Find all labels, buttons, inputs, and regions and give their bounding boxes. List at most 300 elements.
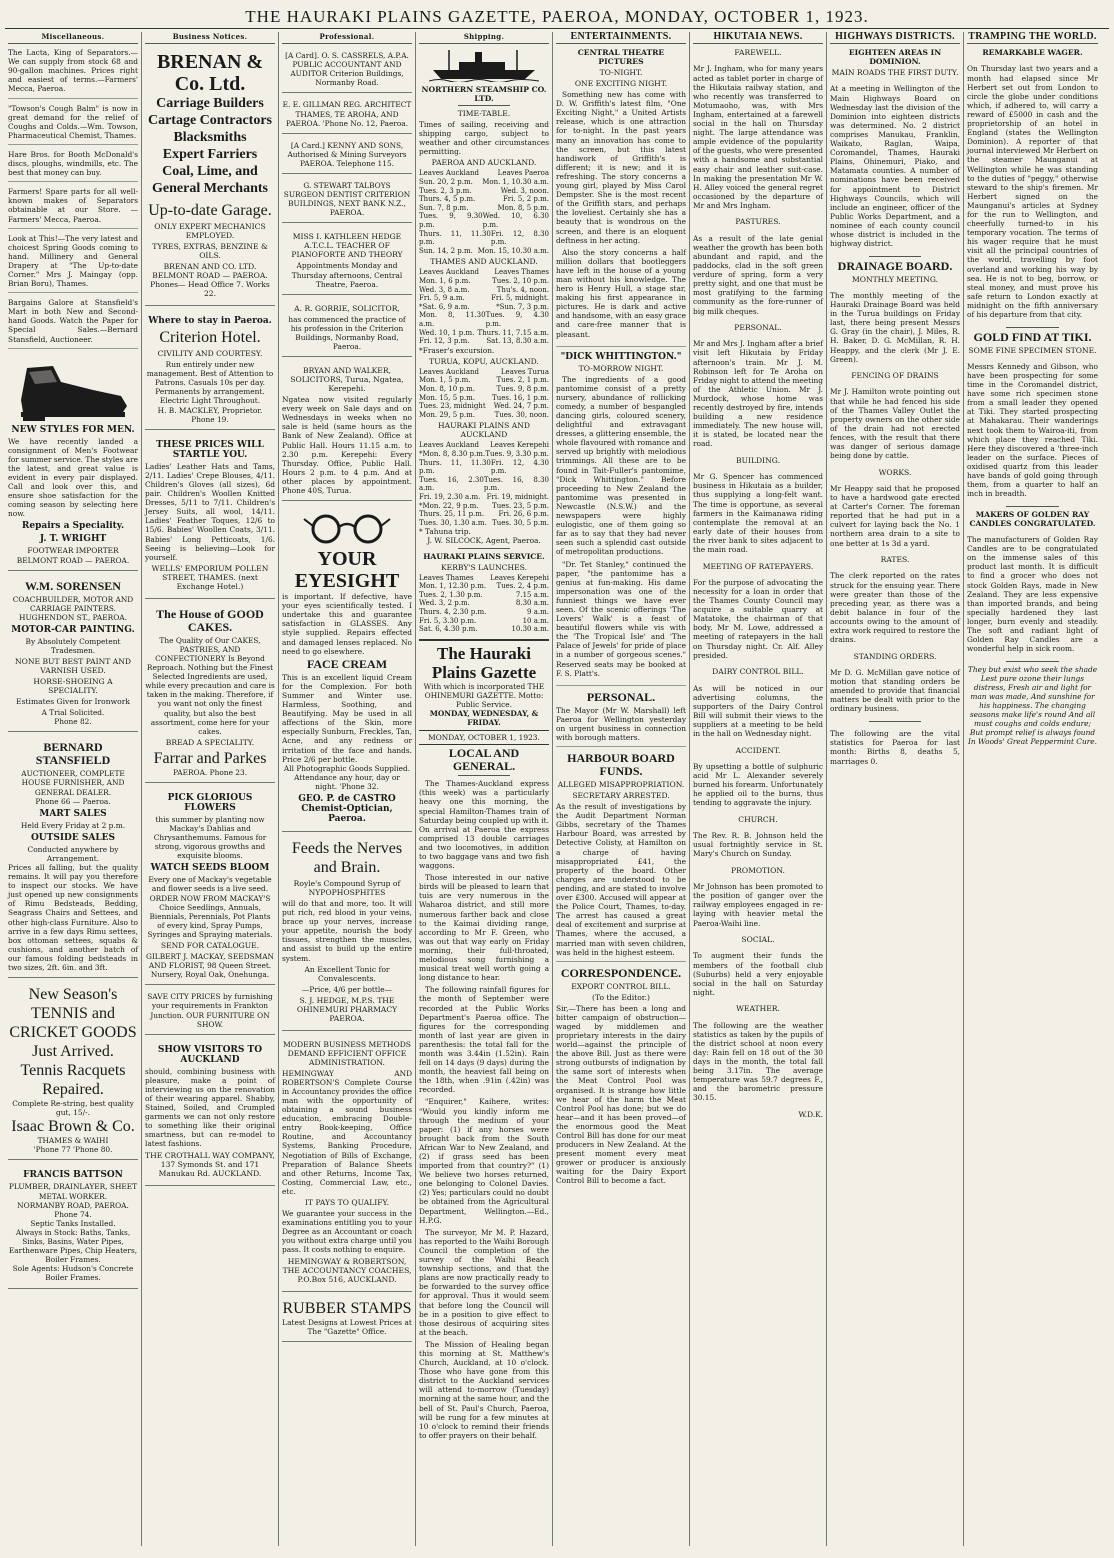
tomorrow: TO-MORROW NIGHT. xyxy=(578,363,664,373)
tennis-heading: New Season's TENNIS and CRICKET GOODS Just Arrived. xyxy=(9,986,137,1061)
brenan-line: Carriage Builders xyxy=(156,96,264,112)
timetable-row xyxy=(419,510,549,519)
timetable-header xyxy=(419,268,549,277)
route4-note: * Tahuna trip. xyxy=(419,527,471,537)
local-news xyxy=(419,779,549,1447)
brenan-line: Coal, Lime, and xyxy=(162,164,258,180)
timetable-row xyxy=(419,450,549,459)
subhead: CHURCH. xyxy=(738,814,778,824)
ad-wells xyxy=(145,434,275,599)
steamship-illustration xyxy=(429,48,539,82)
timetable-cell: Fri. 5, 3.30 p.m. xyxy=(419,616,477,625)
tonic: An Excellent Tonic for Convalescents. xyxy=(304,964,390,983)
timetable-cell: Sun. 20, 2 p.m. xyxy=(419,178,473,187)
ad-gillman: E. E. GILLMAN REG. ARCHITECT THAMES, TE AROHA, AND PAEROA. 'Phone No. 12, Paeroa. xyxy=(282,97,412,133)
bryan-name: BRYAN AND WALKER, SOLICITORS, Turua, Ngatea, Kerepehi. xyxy=(290,366,404,394)
timetable-row xyxy=(419,303,549,312)
timetable-cell: Fri. 19, midnight. xyxy=(486,492,549,501)
column-header: ENTERTAINMENTS. xyxy=(556,32,686,44)
wright-sub: FOOTWEAR IMPORTER xyxy=(27,546,119,556)
timetable-cell: Wed. 10, 1 p.m. xyxy=(419,328,475,337)
stock: Always in Stock: Baths, Tanks, Sinks, Basins, Water Pipes, Earthenware Pipes, Chip Heaters, Boiler Frames. xyxy=(8,1227,138,1265)
route4: HAURAKI PLAINS AND AUCKLAND xyxy=(438,421,530,440)
gazette-days: MONDAY, WEDNESDAY, & FRIDAY. xyxy=(429,708,539,728)
timetable-cell: 7.15 a.m. xyxy=(515,590,549,599)
timetable-paeroa xyxy=(419,169,549,255)
column-header: Miscellaneous. xyxy=(8,32,138,44)
paragraph: The Rev. R. B. Johnson held the usual fortnightly service in St. Mary's Church on Sunday. xyxy=(693,831,823,859)
timetable-cell: 10.30 a.m. xyxy=(511,625,549,634)
paragraph: The monthly meeting of the Hauraki Drainage Board was held in the Turua buildings on Friday last, there being present Messrs G. Gray (in the chair), J. Miles, R. H. Baker, D. G. McMillan, R. H. Heappy, and the clerk (Mr J. E. Green). xyxy=(830,290,960,364)
timetable-cell: Tues. 23, midnight xyxy=(419,402,486,411)
bread: BREAD A SPECIALITY. xyxy=(165,737,255,747)
timetable-row xyxy=(419,329,549,338)
brenan-footer: BRENAN AND CO. LTD. BELMONT ROAD — PAEROA. Phones— Head Office 7. Works 22. xyxy=(150,262,270,299)
rubber-sub: Latest Designs at Lowest Prices at The "Gazette" Office. xyxy=(282,1317,412,1336)
timetable-row xyxy=(419,230,549,247)
isaac-brown: Isaac Brown & Co. xyxy=(11,1118,135,1136)
timetable-row xyxy=(419,476,549,493)
timetable-cell: Tues. 30, noon. xyxy=(494,410,549,419)
motorcar-sub: By Absolutely Competent Tradesmen. xyxy=(25,636,121,656)
timetable-cell: Tues. 16, 8.30 p.m. xyxy=(483,475,549,493)
ironwork: Estimates Given for Ironwork xyxy=(16,697,130,707)
timetable-cell: *Mon. 8, 8.30 p.m. xyxy=(419,450,486,458)
central: CENTRAL THEATRE PICTURES xyxy=(577,48,665,67)
column-header: TRAMPING THE WORLD. xyxy=(967,32,1098,44)
timetable-cell: Fri. 19, 2.30 a.m. xyxy=(419,492,481,501)
timetable-cell: Fri. 12, 4.30 p.m. xyxy=(490,458,549,476)
northern: NORTHERN STEAMSHIP CO. LTD. xyxy=(421,85,547,104)
subhead: DAIRY CONTROL BILL. xyxy=(712,667,804,677)
ad-frankton xyxy=(145,989,275,1034)
wager: REMARKABLE WAGER. xyxy=(982,48,1083,58)
timetable-row xyxy=(419,591,549,600)
timetable-cell: Sat. 6, 4.30 p.m. xyxy=(419,625,478,634)
shoes-text: We have recently landed a consignment of Men's Footwear for summer service. The styles are the latest, and great value is evident in every pair displayed. Call and look over this, and ensure shoe satisfaction for the coming season by selecting here now. xyxy=(8,436,138,519)
secretary: SECRETARY ARRESTED. xyxy=(572,791,670,801)
paragraph: Messrs Kennedy and Gibson, who have been prospecting for some time in the Coromandel district, have some rich specimen stone from a small leader they opened at Tiki. They started prospecting at Mahakarau. Their wanderings next took them to Wairoa-iti, from which place they reached Tiki. Here they discovered a 'three-inch leader on the surface. Pieces of oxidised quartz from this leader have bands of gold going through them, from a quarter to half an inch in breadth. xyxy=(967,361,1098,499)
timetable-row xyxy=(419,402,549,411)
timetable-cell: Tues. 30, 5 p.m. xyxy=(492,518,549,527)
pays-text: We guarantee your success in the examinations entitling you to your Degree as an Accountant or coach you without extra charge until you pass. It costs nothing to enquire. xyxy=(282,1209,412,1255)
editor: (To the Editor.) xyxy=(592,992,650,1002)
gorrie-name: A. R. GORRIE, SOLICITOR, xyxy=(294,303,400,313)
timetable-row xyxy=(419,625,549,634)
article-paragraph: The ingredients of a good pantomime consist of a pretty nursery, abundance of rollicking comedy, a number of bespangled dancing girls, coloured scenery, delightful and extravagant dresses, a glittering ensemble, the whole flavoured with romance and served up brightly with melodious trimmings. All these are to be found in Tait-Fuller's pantomime, "Dick Whittington." Before proceeding to New Zealand the pantomime was presented in Newcastle (N.S.W.) and the newspapers were highly eulogistic, one of them going so far as to say that they had never seen such a splendid cast outside of metropolitan productions. xyxy=(556,374,687,557)
royle: Royle's Compound Syrup of NYPOPHOSPHITES xyxy=(293,878,401,897)
monthly: MONTHLY MEETING. xyxy=(851,274,939,284)
gazette-sub: With which is incorporated THE OHINEMURI GAZETTE. Motto: Public Service. xyxy=(423,681,545,709)
timetable-row xyxy=(419,599,549,608)
subhead: ACCIDENT. xyxy=(735,745,781,755)
farrar-name: Farrar and Parkes xyxy=(153,749,267,767)
ad-crothall xyxy=(145,1039,275,1186)
ad-decastro xyxy=(282,505,412,832)
mackay: GILBERT J. MACKAY, SEEDSMAN AND FLORIST, 98 Queen Street. Nursery, Royal Oak, Onehunga. xyxy=(145,952,274,980)
tiki-sub: SOME FINE SPECIMEN STONE. xyxy=(968,345,1097,355)
paragraph: On Thursday last two years and a month had elapsed since Mr Herbert set out from London to circle the globe under conditions which, if adhered to, will carry a reward of £5000 in cash and the proprietorship of an hotel in England (states the Wellington Dominion). A reporter of that journal interviewed Mr Herbert on the steamer Maunganui at Wellington while he was standing to the duties of "peggy," otherwise steward to the ship's firemen. Mr Herbert signed on the Maunganui's articles at Sydney for the run to Wellington, and cheerfully turned-to in his temporary vocation. The terms of his wager require that he must visit all the principal countries of the world, travelling by foot overland and working his way by sea. He is not to beg, borrow, or steal money, and must prove his safe return to London exactly at midnight on the fifth anniversary of his departure from that city. xyxy=(967,64,1098,320)
timetable-row xyxy=(419,294,549,303)
timetable-row xyxy=(419,204,549,213)
timetable-header-cell: Leaves Thames xyxy=(419,573,474,582)
paragraph: The clerk reported on the rates struck for the ensuing year. There were greater than those of the preceding year, as there was a debit balance in four of the accounts owing to the amount of extra work required to restore the drains. xyxy=(830,571,960,645)
timetable-header xyxy=(419,169,549,178)
restring: Complete Re-string, best quality gut, 15/-. xyxy=(12,1099,134,1118)
timetable-cell: Fri. 5, 9 a.m. xyxy=(419,294,465,303)
timetable-row xyxy=(419,187,549,196)
hedge-name: MISS I. KATHLEEN HEDGE A.T.C.L. TEACHER OF PIANOFORTE AND THEORY xyxy=(291,232,403,260)
vital-statistics: The following are the vital statistics for Paeroa for last month: Births 8, deaths 5, marriages 0. xyxy=(830,729,960,766)
timetable-header-cell: Leaves Thames xyxy=(494,268,549,277)
timetable-cell: Tues. 2, 3 p.m. xyxy=(419,186,472,195)
brenan-line: Cartage Contractors xyxy=(147,113,272,129)
column-professional xyxy=(279,32,416,1546)
route3: TURUA, KOPU, AUCKLAND. xyxy=(429,356,539,366)
isaac-sub: THAMES & WAIHI xyxy=(37,1136,109,1146)
timetable-cell: Fri. 5, 2 p.m. xyxy=(502,195,549,204)
cityprices: SAVE CITY PRICES by furnishing your requirements in Frankton Junction. OUR FURNITURE ON SHOW. xyxy=(147,992,273,1029)
local-paragraph: Those interested in our native birds will be pleased to learn that tuis are very numerous in the Waharoa district, and still more numerous farther back and close to the Kaimai dividing range, according to Mr F. Green, who was out that way early on Friday morning, their full-throated, melodious song furnishing a musical treat well worth going a long distance to hear. xyxy=(419,873,549,983)
timetable-cell: Tues. 2, 10 p.m. xyxy=(492,277,549,285)
timetable-cell: Mon. 1, 6 p.m. xyxy=(419,277,471,285)
column-tramping xyxy=(964,32,1101,1546)
personal-text: The Mayor (Mr W. Marshall) left Paeroa for Wellington yesterday on urgent business in connection with borough matters. xyxy=(556,706,686,747)
ad-gorrie xyxy=(282,299,412,357)
pays: IT PAYS TO QUALIFY. xyxy=(304,1198,390,1208)
timetable-header-cell: Leaves Turua xyxy=(500,367,549,376)
septic: Septic Tanks Installed. xyxy=(30,1218,116,1228)
ad-bryan xyxy=(282,361,412,501)
exciting: ONE EXCITING NIGHT. xyxy=(574,79,668,89)
phone: Phone 82. xyxy=(54,717,92,727)
timetable-cell: Tues. 2, 1 p.m. xyxy=(496,376,549,385)
correspondence-text: Sir,—There has been a long and bitter campaign of obstruction—waged by middlemen and proprietary interests in the dairy world—against the principle of the above Bill. Just as there were strong outbursts of indignation by the same sort of interests when the Meat Control Pool was organised. It is strange how little we hear of the harm the Meat Control Pool has done; but we do hear—and it has been proved—of the enormous good the Meat Control Bill has done for our meat producers in New Zealand. At the present moment every meat grower or producer is anxiously waiting for the Dairy Export Control Bill to become a fact. xyxy=(556,1003,686,1186)
timetable-row xyxy=(419,212,549,229)
subhead: FAREWELL. xyxy=(734,48,782,58)
timetable-header xyxy=(419,368,549,377)
subhead: WORKS. xyxy=(878,467,912,477)
show-heading: SHOW VISITORS TO AUCKLAND xyxy=(157,1044,263,1065)
paragraph: Mr D. G. McMillan gave notice of motion that standing orders be amended to provide that financial matters be dealt with prior to the ordinary business. xyxy=(830,667,960,714)
central-article xyxy=(556,90,686,347)
criterion-name: Criterion Hotel. xyxy=(159,329,261,347)
ad-towson: "Towson's Cough Balm" is now in great demand for the relief of Coughs and Colds.—Wm. Towson, Pharmaceutical Chemist, Thames. xyxy=(8,104,138,145)
timetable-header-cell: Leaves Auckland xyxy=(419,169,480,178)
mart: MART SALES xyxy=(39,808,107,819)
seeds-heading: WATCH SEEDS BLOOM xyxy=(150,863,270,874)
timetable-row xyxy=(419,617,549,626)
timetable-cell: Thurs. 25, 11 p.m. xyxy=(419,510,485,519)
route2: THAMES AND AUCKLAND. xyxy=(430,257,538,267)
article-paragraph: Also the story concerns a half million dollars that bootleggers have left in the house of a young man without his knowledge. The hero is Henry Hull, a stage star, making his first appearance in pictures. He is dark and active and handsome, with an easy grace and care-free manner that is pleasant. xyxy=(556,247,686,339)
timetable-row xyxy=(419,337,549,346)
column-hikutaia xyxy=(690,32,827,1546)
silcock: J. W. SILCOCK, Agent, Paeroa. xyxy=(427,536,541,546)
face-heading: FACE CREAM xyxy=(306,656,388,671)
whittington-article xyxy=(556,375,686,686)
timetable-cell: 10 a.m. xyxy=(522,616,549,625)
route2-note: *Fraser's excursion. xyxy=(419,345,495,355)
column-header: HIKUTAIA NEWS. xyxy=(693,32,823,44)
timetable-cell: Thu's. 4, noon. xyxy=(496,285,549,294)
startle-text: Ladies' Leather Hats and Tams, 2/11. Ladies' Crepe Blouses, 4/11. Children's Gloves (all sizes), 6d pair. Children's Woollen Knitted Dresses, 5/11 to 7/11. Children's Jersey Suits, all wool, 14/11. Ladies' Feather Toques, 12/6 to 15/6. Babies' Woollen Coats, 3/11. Babies' Long Petticoats, 1/6. Seeing is believing—Look for yourself. xyxy=(145,461,275,562)
timetable-row xyxy=(419,311,549,328)
hemingway-text: HEMINGWAY AND ROBERTSON'S Complete Course in Accountancy provides the office man with the opportunity of obtaining a sound business education, embracing Double-entry Book-keeping, Office Routine, and Accountancy Systems, Banking Procedure, Negotiation of Bills of Exchange, Preparation of Balance Sheets and other Returns, Income Tax, Costing, Commercial Law, etc., etc. xyxy=(282,1068,412,1196)
ad-hare-bros: Hare Bros. for Booth McDonald's discs, ploughs, windmills, etc. The best that money can buy. xyxy=(8,150,138,182)
tyres: TYRES, EXTRAS, BENZINE & OILS. xyxy=(152,242,268,261)
mainroads: MAIN ROADS THE FIRST DUTY. xyxy=(831,68,959,78)
timetable-cell: Thurs. 11, 7.15 a.m. xyxy=(477,328,549,337)
timetable-row xyxy=(419,286,549,295)
article-paragraph: "Dr. Tet Stanley," continued the paper, "the pantomime has a genius at fun-making. His dame impersonation was one of the funniest things we have ever seen. Of the scenic offerings 'The Lovers' Walk' is a feast of beautiful flowers while vis with the 'The Tropical Isle' and 'The Palace of Jewels' for pride of place in a number of gorgeous scenes." Reserved seats may be booked at F. S. Platt's. xyxy=(556,559,686,678)
column-header: Professional. xyxy=(282,32,412,44)
cakes-text: The Quality of Our CAKES, PASTRIES, AND CONFECTIONERY Is Beyond Reproach. Nothing but the Finest Selected Ingredients are used, while every precaution and care is taken in the making. Therefore, if you want not only the finest quality, but also the best assortment, come here for your cakes. xyxy=(145,635,275,736)
ad-rubber-stamps xyxy=(282,1296,412,1342)
timetable-cell: Tues. 16, 1 p.m. xyxy=(492,393,549,402)
timetable-cell: Tues. 9, 3.30 p.m. xyxy=(485,450,549,458)
timetable-cell: Tues. 23, 5 p.m. xyxy=(492,501,549,510)
paragraph: Mr J. Hamilton wrote pointing out that while he had fenced his side of the Thames Valley Outlet the property owners on the other side of the drain had not erected fences, with the result that there was danger of serious damage being done by cattle. xyxy=(830,387,960,461)
timetable-header-cell: Leaves Kerepehi xyxy=(490,441,549,450)
ad-hedge-piano xyxy=(282,227,412,294)
timetable-cell: Mon. 8, 10 p.m. xyxy=(419,385,475,394)
timetable-cell: Thurs. 4, 5 p.m. xyxy=(419,195,476,204)
timetable-cell: 9 a.m. xyxy=(527,607,549,616)
subhead: PROMOTION. xyxy=(731,865,785,875)
paragraph: At a meeting in Wellington of the Main Highways Board on Wednesday last the division of the Dominion into eighteen districts was determined. No. 2 district comprises Manukau, Franklin, Waikato, Raglan, Waipa, Coromandel, Thames, Hauraki Plains, Ohinemuri, Piako, and Matamata counties. A number of nominations have been received for appointment to District Highways Councils, which will include an engineer, officer of the Public Works Department, and a nominee of each county council whose district is included in the highway district. xyxy=(830,84,960,249)
subhead: RATES. xyxy=(880,555,910,565)
brenan-line: Blacksmiths xyxy=(173,130,247,146)
paragraph: For the purpose of advocating the necessity for a loan in order that the Thames County Council may acquire a suitable quarry at Matatoke, the chairman of that body, Mr M. Lowe, addressed a meeting of ratepayers in the hall on Thursday night. Cr. Alf. Alley presided. xyxy=(693,577,823,660)
timetable-cell: *Sat. 6, 9 a.m. xyxy=(419,302,470,311)
modern: MODERN BUSINESS METHODS DEMAND EFFICIENT OFFICE ADMINISTRATION. xyxy=(283,1039,411,1067)
timetable-row xyxy=(419,385,549,394)
subhead: SOCIAL. xyxy=(741,935,775,945)
timetable-cell: Mon. 1, 5 p.m. xyxy=(419,376,471,385)
golden-heading: MAKERS OF GOLDEN RAY CANDLES CONGRATULATED. xyxy=(969,509,1096,528)
timetable: TIME-TABLE. xyxy=(457,109,511,119)
brenan-line: General Merchants xyxy=(152,181,268,197)
kerby: KERBY'S LAUNCHES. xyxy=(441,562,527,572)
brenan-name: BRENAN & Co. Ltd. xyxy=(156,51,264,96)
show-text: should, combining business with pleasure, make a point of interviewing us on the renovation of their wearing apparel. Shabby, Stained, Soiled, and Crumpled garments we can not only restore to something like their original smartness, but can re-model to latest fashions. xyxy=(145,1066,275,1149)
columns xyxy=(5,32,1109,1546)
ad-hemingway xyxy=(282,1035,412,1292)
timetable-cell: Mon. 8, 5 p.m. xyxy=(497,203,549,212)
flowers-text: this summer by planting now Mackay's Dahlias and Chrysanthemums. Famous for strong, vigorous growths and exquisite blooms. xyxy=(153,814,267,861)
mackley: H. B. MACKLEY, Proprietor. Phone 19. xyxy=(157,405,263,424)
brenan-line: Expert Farriers xyxy=(162,147,258,163)
paragraph: By upsetting a bottle of sulphuric acid Mr L. Alexander severely burned his forearm. Unfortunately he applied oil to the burns, thus tending to aggravate the injury. xyxy=(693,761,823,808)
local-heading: LOCAL AND GENERAL. xyxy=(448,746,520,774)
stay-heading: Where to stay in Paeroa. xyxy=(148,316,272,327)
timetable-row xyxy=(419,195,549,204)
timetable-note: Times of sailing, receiving and shipping cargo, subject to weather and other circumstances permitting. xyxy=(419,120,549,157)
mart-sub: Held Every Friday at 2 p.m. xyxy=(20,820,126,830)
timetable-cell: *Mon. 22, 9 p.m. xyxy=(419,501,479,510)
column-entertainments xyxy=(553,32,690,1546)
tiki-heading: GOLD FIND AT TIKI. xyxy=(973,329,1092,344)
hedge-text: Appointments Monday and Thursday afternoons, Central Theatre, Paeroa. xyxy=(291,261,403,289)
price: —Price, 4/6 per bottle— xyxy=(302,984,392,994)
garage-sub: ONLY EXPERT MECHANICS EMPLOYED. xyxy=(154,222,266,241)
sorensen-name: W.M. SORENSEN xyxy=(25,578,121,593)
agents: Sole Agents: Hudson's Concrete Boiler Frames. xyxy=(12,1264,134,1283)
ad-sorensen xyxy=(8,575,138,733)
article-paragraph: Something new has come with D. W. Griffith's latest film, "One Exciting Night," a United Artists release, which is one attraction for to-night. In the past years many an innovation has come to the screen, but this latest handiwork of Griffith's is different; it is new; and it is refreshing. The story concerns a young girl, played by Miss Carol Dempster. She is the most recent of the Griffith stars, and perhaps the loveliest. Certainly she has a beauty that is wondrous on the screen, and there is an eloquent deftness in her acting. xyxy=(556,90,686,245)
whittington: "DICK WHITTINGTON." xyxy=(560,351,682,362)
ad-kenny: [A Card.] KENNY AND SONS, Authorised & Mining Surveyors PAEROA. Telephone 115. xyxy=(282,138,412,174)
stansfield-text: Prices all falling, but the quality remains. It will pay you therefore to inspect our stocks. We have just opened up new consignments of Rimu Bedsteads, Bedding, Seagrass Chairs and Settees, and other high-class Furniture. Also to arrive in a few days Rimu settees, box ottoman settees, squabs & cushions, and another batch of our famous folding bedsteads in two sizes, 2ft. 6in. and 3ft. xyxy=(8,862,138,972)
timetable-kerby xyxy=(419,574,549,634)
timetable-cell: Thurs. 4, 2.30 p.m. xyxy=(419,607,487,616)
timetable-cell: Thurs. 11, 11.30 p.m. xyxy=(419,458,491,476)
stansfield-name: BERNARD STANSFIELD xyxy=(35,740,111,768)
motorcar: MOTOR-CAR PAINTING. xyxy=(11,624,135,635)
ad-wright-shoes xyxy=(8,354,138,571)
export: EXPORT CONTROL BILL. xyxy=(571,981,671,991)
timetable-cell: Tues. 9, 9.30 p.m. xyxy=(419,212,483,230)
ad-farrar xyxy=(145,603,275,783)
timetable-cell: Mon. 15, 5 p.m. xyxy=(419,393,475,402)
timetable-cell: Fri. 12, 3 p.m. xyxy=(419,337,470,346)
service: HAURAKI PLAINS SERVICE. xyxy=(423,551,545,561)
paragraph: To augment their funds the members of the football club (Suburbs) held a very enjoyable social in the hall on Saturday night. xyxy=(693,951,823,997)
ad-isaac-brown xyxy=(8,982,138,1160)
shoe-illustration xyxy=(13,360,133,422)
timetable-header-cell: Leaves Auckland xyxy=(419,268,480,277)
subhead: STANDING ORDERS. xyxy=(853,651,937,661)
stansfield-sub: AUCTIONEER, COMPLETE HOUSE FURNISHER, AND GENERAL DEALER. xyxy=(21,769,125,797)
paragraph: Mr J. Ingham, who for many years acted as tablet porter in charge of the Hikutaia railway station, and who recently was transferred to Motumaoho, was, with Mrs Ingham, entertained at a farewell social in the hall on Thursday night. The large attendance was ample evidence of the popularity of the guests, who were presented with a handsome and substantial easy chair and leather suit-case. In making the presentation Mr W. H. Alley voiced the general regret occasioned by the departure of Mr and Mrs Ingham. xyxy=(693,64,823,210)
horse: HORSE-SHOEING A SPECIALITY. xyxy=(33,677,113,696)
subhead: FENCING OF DRAINS xyxy=(851,371,939,381)
local-paragraph: The Thames-Auckland express (this week) was a particularly heavy one this morning, the special Hamilton-Thames train of Saturday being coupled up with it. On arrival at Paeroa the express comprised 13 double carriages and two locomotives, in addition to two baggage vans and two fish waggons. xyxy=(419,779,549,871)
gorrie-text: has commenced the practice of his profession in the Criterion Buildings, Normanby Road, Paeroa. xyxy=(288,314,406,351)
subhead: PASTURES. xyxy=(735,217,781,227)
sorensen-sub: COACHBUILDER, MOTOR AND CARRIAGE PAINTERS. HUGHENDON ST., PAEROA. xyxy=(12,594,134,622)
paragraph: Mr and Mrs J. Ingham after a brief visit left Hikutaia by Friday afternoon's train. Mr J. M. Robinson left for Te Aroha on Friday night to attend the meeting of the Athletic Union. Mr J. Murdock, whose home was recently destroyed by fire, intends building a new residence immediately. The new house will, it is stated, be located near the road. xyxy=(693,339,823,449)
tonight: TO-NIGHT. xyxy=(599,68,643,78)
column-header: Shipping. xyxy=(419,32,549,44)
hedge-pharmacy: S. J. HEDGE, M.P.S. THE OHINEMURI PHARMACY PAEROA. xyxy=(296,995,398,1023)
timetable-cell: Mon. 15, 10.30 a.m. xyxy=(477,246,549,255)
timetable-cell: 8.30 a.m. xyxy=(515,599,549,608)
ad-talboys: G. STEWART TALBOYS SURGEON DENTIST CRITERION BUILDINGS, NEXT BANK N.Z., PAEROA. xyxy=(282,178,412,223)
timetable-header-cell: Leaves Auckland xyxy=(419,367,480,376)
outside: OUTSIDE SALES xyxy=(30,832,116,843)
timetable-row xyxy=(419,376,549,385)
battson-addr: NORMANBY ROAD, PAEROA. Phone 74. xyxy=(17,1200,129,1219)
subhead: WEATHER. xyxy=(736,1004,780,1014)
gazette-date: MONDAY, OCTOBER 1, 1923. xyxy=(419,731,549,745)
masthead: THE HAURAKI PLAINS GAZETTE, PAEROA, MONDAY, OCTOBER 1, 1923. xyxy=(5,6,1109,29)
timetable-cell: Wed. 3, 8 a.m. xyxy=(419,285,470,294)
column-shipping xyxy=(416,32,553,1546)
farrar-sub: PAEROA. Phone 23. xyxy=(172,767,248,777)
drainage-heading: DRAINAGE BOARD. xyxy=(837,258,953,273)
isaac-phone: 'Phone 77 'Phone 80. xyxy=(33,1145,113,1155)
wright-addr: BELMONT ROAD — PAEROA. xyxy=(16,555,130,565)
newspaper-page xyxy=(5,6,1109,1546)
timetable-cell: Thurs. 11, 11.30 p.m. xyxy=(419,229,491,247)
ad-royle xyxy=(282,836,412,1031)
crothall: THE CROTHALL WAY COMPANY, 137 Symonds St. and 171 Manukau Rd. AUCKLAND. xyxy=(145,1150,275,1178)
ad-lacta: The Lacta, King of Separators.—We can supply from stock 68 and 90-gallon machines. Prices right and easiest of terms.—Farmers' Mecca, Paeroa. xyxy=(8,48,138,98)
ad-brenan xyxy=(145,48,275,306)
local-paragraph: The following rainfall figures for the month of September were recorded at the Public Works Department's Paeroa office. The figures for the corresponding month of last year are given in parenthesis: the total fall for the month was 3.44in (1.52in). Rain fell on 14 days (9 days) during the month, the heaviest fall being on the 18th, when .91in (.42in) was recorded. xyxy=(419,985,549,1095)
criterion-text: Run entirely under new management. Best of Attention to Patrons. Casuals 10s per day. Permanents by arrangement. Electric Light Throughout. xyxy=(146,360,274,406)
timetable-row xyxy=(419,519,549,528)
gazette-nameplate xyxy=(419,639,549,731)
startle-heading: THESE PRICES WILL STARTLE YOU. xyxy=(156,439,264,460)
timetable-row xyxy=(419,411,549,420)
timetable-header xyxy=(419,574,549,583)
route1: PAEROA AND AUCKLAND. xyxy=(431,158,537,168)
garage-heading: Up-to-date Garage. xyxy=(148,202,272,220)
local-paragraph: The Mission of Healing began this morning at St. Matthew's Church, Auckland, at 10 o'clock. Those who have gone from this district to the Auckland services will attend to-morrow (Tuesday) morning at the same hour, and the bell of St. Paul's Church, Paeroa, will be rung for a few minutes at 10 o'clock to remind their friends to offer prayers on their behalf. xyxy=(419,1339,549,1440)
wright: J. T. WRIGHT xyxy=(39,534,107,545)
paragraph: Mr Heappy said that he proposed to have a hardwood gate erected at Carter's Corner. The foreman reported that he had put in a culvert for laying back the No. 1 northern area drain to a site to one better at 1s 3d a yard. xyxy=(830,484,960,548)
timetable-cell: Wed. 24, 7 p.m. xyxy=(493,402,549,411)
personal-heading: PERSONAL. xyxy=(586,689,656,704)
timetable-cell: Tues. 9, 8 p.m. xyxy=(496,385,549,394)
harbour-sub: ALLEGED MISAPPROPRIATION. xyxy=(557,780,685,790)
civility: CIVILITY AND COURTESY. xyxy=(157,349,263,359)
paragraph: Mr Johnson has been promoted to the position of ganger over the railway employees engaged in re-laying with heavier metal the Paeroa-Waihi line. xyxy=(693,882,823,928)
paint: NONE BUT BEST PAINT AND VARNISH USED. xyxy=(15,657,131,676)
timetable-cell: Mon. 1, 12.30 p.m. xyxy=(419,582,487,591)
timetable-cell: Wed. 10, 6.30 p.m. xyxy=(482,212,549,230)
eyesight-text: is important. If defective, have your eyes scientifically tested. I undertake this and guarantee satisfaction in GLASSES. Any style supplied. Repairs effected and damaged lenses replaced. No need to go elsewhere. xyxy=(282,592,412,656)
ad-spare-parts: Farmers! Spare parts for all well-known makes of Separators obtainable at our Store. —Farmers' Mecca, Paeroa. xyxy=(8,187,138,228)
repairs: Repairs a Speciality. xyxy=(21,521,125,532)
column-header: Business Notices. xyxy=(145,32,275,44)
nerves-heading: Feeds the Nerves and Brain. xyxy=(291,839,403,876)
timetable-cell: Sun. 14, 2 p.m. xyxy=(419,246,473,255)
timetable-row xyxy=(419,493,549,502)
harbour-text: As the result of investigations by the Audit Department Norman Gibbs, secretary of the Thames Harbour Board, was arrested by Detective Colisty, at Hamilton on a charge of having misappropriated £41, the property of the board. Other charges are understood to be pending, and are stated to involve over £300. Accused will appear at the Police Court, Thames, to-day. The arrest has caused a great deal of excitement and surprise at Thames, where the accused, a married man with seven children, was held in the highest esteem. xyxy=(556,802,686,962)
local-paragraph: The surveyor, Mr M. P. Hazard, has reported to the Waihi Borough Council the completion of the survey of the Waihi Beach township sections, and that the plans are now practically ready to be forwarded to the survey office for approval. Thus it would seem that before long the Council will be in a position to give effect to those desirous of acquiring sites at the beach. xyxy=(419,1227,549,1337)
royle-text: will do that and more, too. It will put rich, red blood in your veins, brace up your nerves, increase your appetite, nourish the body tissues, strengthen the muscles, and assist to build up the entire system. xyxy=(282,898,412,963)
timetable-cell: Tues. 9, 4.30 p.m. xyxy=(485,311,549,328)
castro: GEO. P. de CASTRO Chemist-Optician, Paeroa. xyxy=(298,793,396,824)
timetable-row xyxy=(419,582,549,591)
gazette-title: The Hauraki Plains Gazette xyxy=(431,643,537,682)
timetable-cell: Sat. 13, 8.30 a.m. xyxy=(486,337,549,346)
timetable-cell: Tues. 2, 1.30 p.m. xyxy=(419,590,483,599)
flowers-heading: PICK GLORIOUS FLOWERS xyxy=(167,792,253,813)
timetable-row xyxy=(419,459,549,476)
bryan-text: Ngatea now visited regularly every week on Sale days and on Wednesdays in weeks when no sale is held (same hours as the Bank of New Zealand). Office at Public Hall. Hours 11.15 a.m. to 2.30 p.m. Kerepehi: Every Thursday. Office, Public Hall. Hours 2 p.m. to 4 p.m. And at other places by appointment. Phone 40S, Turua. xyxy=(282,395,412,495)
timetable-row xyxy=(419,247,549,256)
ad-cassrels: [A Card]. O. S. CASSRELS, A.P.A. PUBLIC ACCOUNTANT AND AUDITOR Criterion Buildings, Normanby Road. xyxy=(282,48,412,93)
timetable-row xyxy=(419,178,549,187)
ad-stansfield-bargains: Bargains Galore at Stansfield's Mart in both New and Second-hand Goods. Watch the Paper for Special Sales.—Bernard Stansfield, Auctioneer. xyxy=(8,298,138,348)
timetable-header xyxy=(419,441,549,450)
paragraph: The following are the weather statistics as taken by the pupils of the district school at noon every day: Rain fell on 18 out of the 30 days in the month, the total fall being 3.17in. The average temperature was 59.7 degrees F., and the barometric pressure 30.15. xyxy=(693,1020,823,1103)
paragraph: Mr G. Spencer has commenced business in Hikutaia as a builder, thus supplying a long-felt want. The time is opportune, as several farmers in the Kaimanawa riding contemplate the removal at an early date of their houses from the river bank to sites adjacent to the main road. xyxy=(693,472,823,555)
timetable-row xyxy=(419,502,549,511)
paragraph: As a result of the late genial weather the growth has been both abundant and rapid, and the paddocks, clad in the soft green verdure of spring, form a very pretty sight, and one that must be most gratifying to the farming community as the fore-runner of big milk cheques. xyxy=(693,233,823,316)
hemingway: HEMINGWAY & ROBERTSON, THE ACCOUNTANCY COACHES, P.O.Box 516, AUCKLAND. xyxy=(282,1256,412,1284)
battson-sub: PLUMBER, DRAINLAYER, SHEET METAL WORKER. xyxy=(8,1182,138,1201)
eyesight-heading: YOUR EYESIGHT xyxy=(294,548,400,593)
timetable-cell: Wed. 3, noon. xyxy=(500,186,549,195)
face-text: This is an excellent liquid Cream for the Complexion. For both Summer and Winter use. Harmless, Soothing, and Beautifying. May be used in all affections of the Skin, more especially Sunburn, Freckles, Tan, Acne, and any redness or irritation of the face and hands. Price 2/6 per bottle. xyxy=(282,672,412,764)
ad-stansfield xyxy=(8,736,138,978)
